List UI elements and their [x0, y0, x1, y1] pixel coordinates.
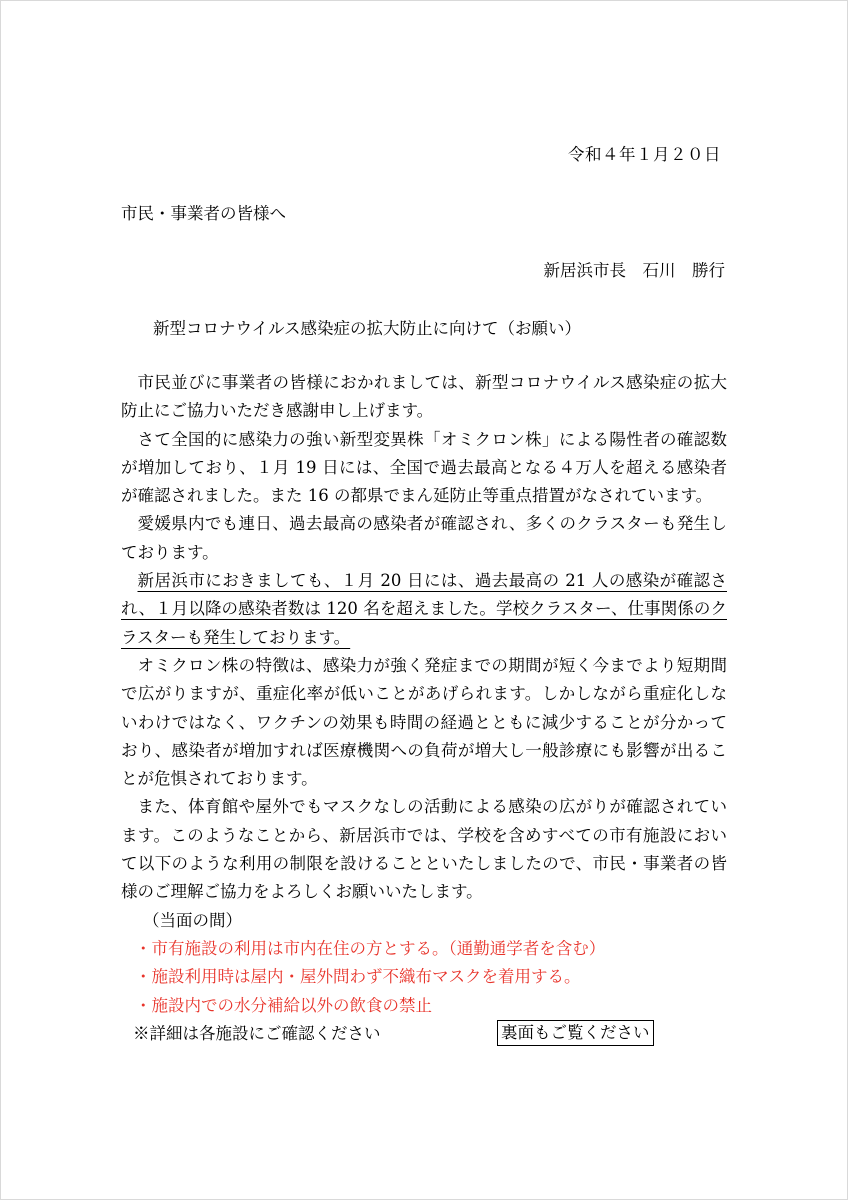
- see-back-box: 裏面もご覧ください: [497, 1020, 654, 1046]
- restriction-period: （当面の間）: [143, 910, 242, 930]
- document-title: 新型コロナウイルス感染症の拡大防止に向けて（お願い）: [153, 319, 582, 338]
- details-note: ※詳細は各施設にご確認ください: [133, 1023, 381, 1043]
- paragraph-request: また、体育館や屋外でもマスクなしの活動による感染の広がりが確認されています。このようなことから、新居浜市では、学校を含めすべての市有施設において以下のような利用の制限を設けることといたしましたので、市民・事業者の皆様のご理解ご協力をよろしくお願いいたします。: [121, 797, 727, 902]
- restriction-item: ・施設内での水分補給以外の飲食の禁止: [135, 995, 432, 1015]
- paragraph-city-situation: [121, 567, 727, 652]
- paragraph-gratitude: 市民並びに事業者の皆様におかれましては、新型コロナウイルス感染症の拡大防止にご協力いただき感謝申し上げます。: [121, 373, 727, 421]
- addressee: 市民・事業者の皆様へ: [121, 204, 286, 223]
- document-body: [121, 369, 727, 1050]
- sender: 新居浜市長 石川 勝行: [543, 261, 725, 280]
- restriction-item: ・市有施設の利用は市内在住の方とする。（通勤通学者を含む）: [135, 938, 606, 958]
- document-date: 令和４年１月２０日: [568, 145, 721, 164]
- paragraph-national-situation: さて全国的に感染力の強い新型変異株「オミクロン株」による陽性者の確認数が増加しており、１月 19 日には、全国で過去最高となる４万人を超える感染者が確認されました。また 16 の都県でまん延防止等重点措置がなされています。: [121, 429, 727, 506]
- footer: [121, 1020, 727, 1050]
- underlined-city-situation: 新居浜市におきましても、１月 20 日には、過去最高の 21 人の感染が確認され、１月以降の感染者数は 120 名を超えました。学校クラスター、仕事関係のクラスターも発生しております。: [121, 571, 727, 647]
- paragraph-omicron-characteristics: オミクロン株の特徴は、感染力が強く発症までの期間が短く今までより短期間で広がりますが、重症化率が低いことがあげられます。しかしながら重症化しないわけではなく、ワクチンの効果も時間の経過とともに減少することが分かっており、感染者が増加すれば医療機関への負荷が増大し一般診療にも影響が出ることが危惧されております。: [121, 655, 727, 789]
- paragraph-prefecture-situation: 愛媛県内でも連日、過去最高の感染者が確認され、多くのクラスターも発生しております。: [121, 514, 727, 562]
- restriction-item: ・施設利用時は屋内・屋外問わず不織布マスクを着用する。: [135, 967, 581, 987]
